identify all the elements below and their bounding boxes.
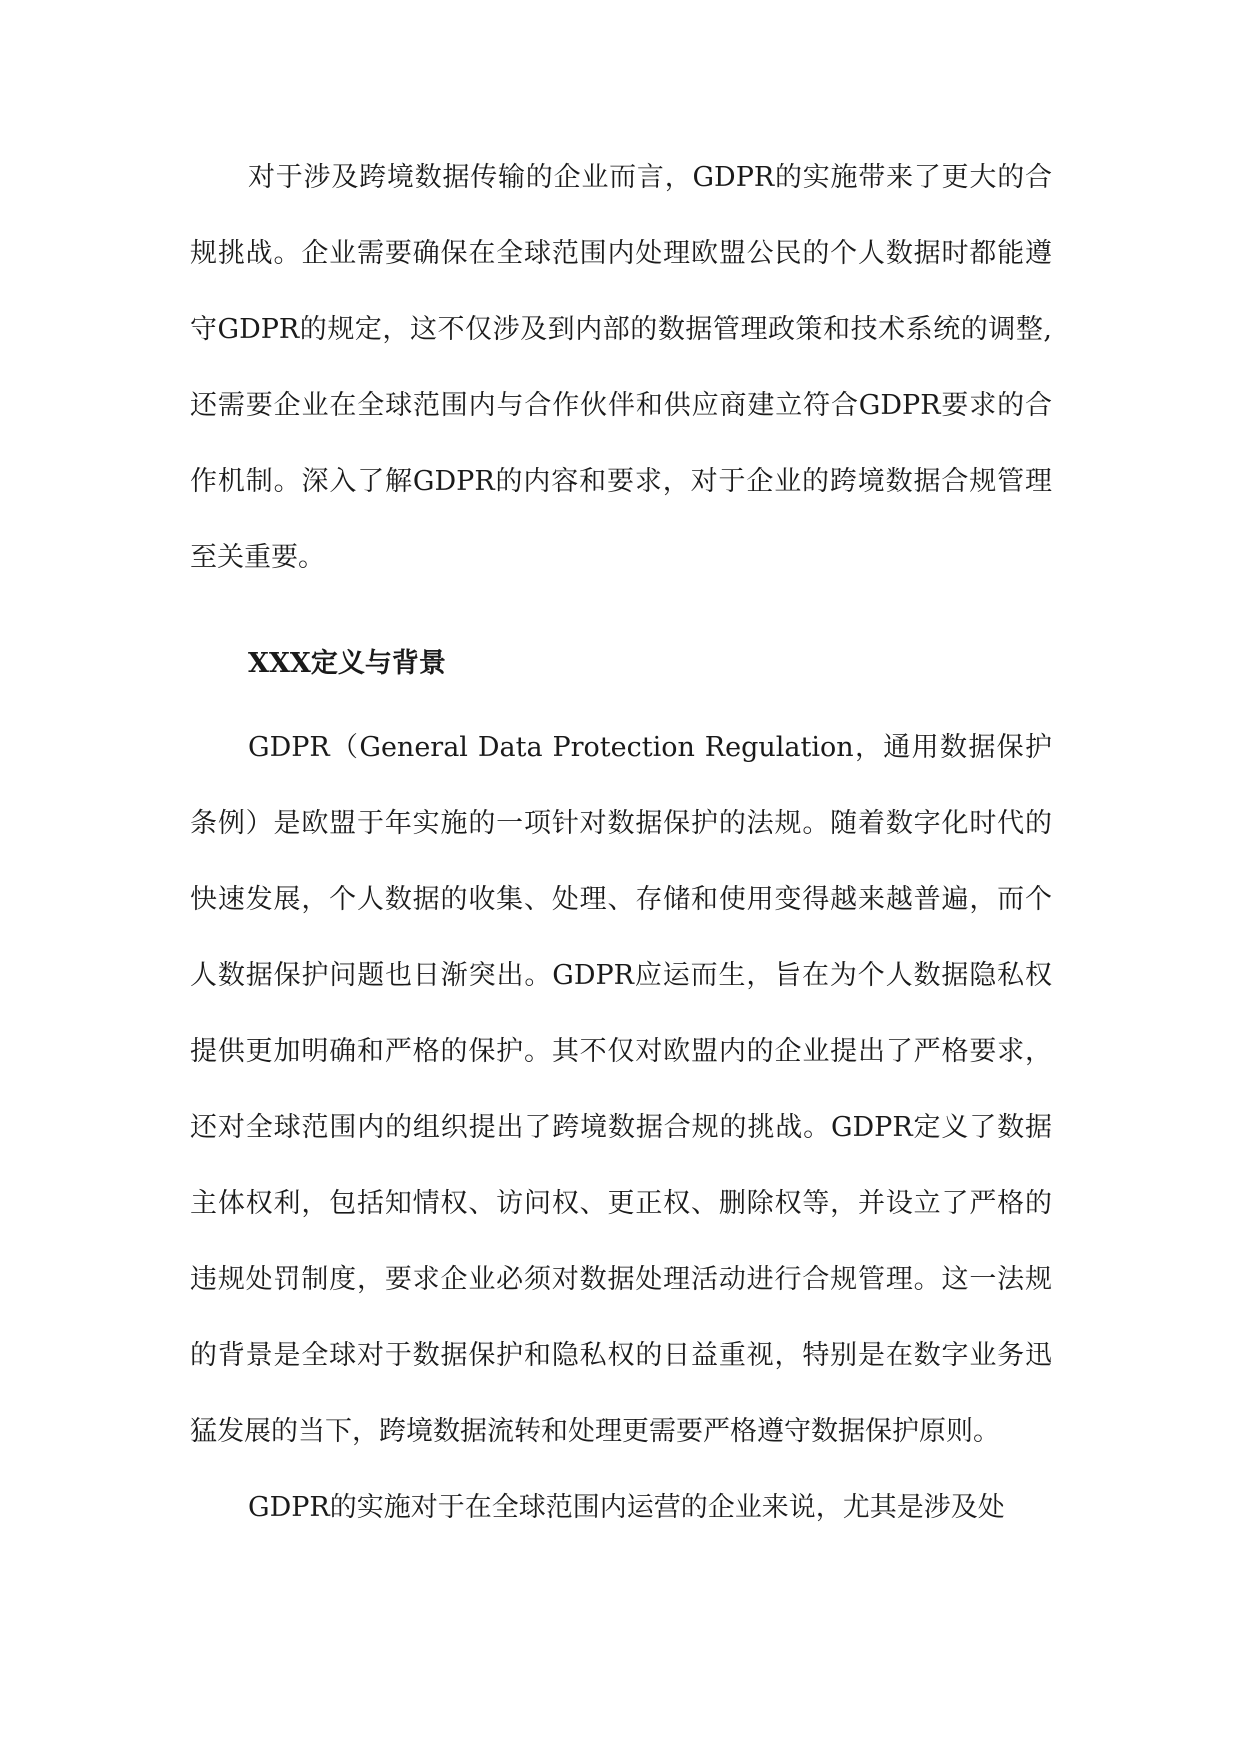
- document-body: [190, 140, 1052, 1546]
- paragraph-gdpr-implementation: GDPR的实施对于在全球范围内运营的企业来说，尤其是涉及处: [248, 1492, 1005, 1523]
- paragraph-cross-border-compliance: 对于涉及跨境数据传输的企业而言，GDPR的实施带来了更大的合规挑战。企业需要确保在全球范围内处理欧盟公民的个人数据时都能遵守GDPR的规定，这不仅涉及到内部的数据管理政策和技术系统的调整,还需要企业在全球范围内与合作伙伴和供应商建立符合GDPR要求的合作机制。深入了解GDPR的内容和要求，对于企业的跨境数据合规管理至关重要。: [190, 162, 1052, 573]
- paragraph-gdpr-definition: GDPR（General Data Protection Regulation，通用数据保护条例）是欧盟于年实施的一项针对数据保护的法规。随着数字化时代的快速发展，个人数据的收集、处理、存储和使用变得越来越普遍，而个人数据保护问题也日渐突出。GDPR应运而生，旨在为个人数据隐私权提供更加明确和严格的保护。其不仅对欧盟内的企业提出了严格要求，还对全球范围内的组织提出了跨境数据合规的挑战。GDPR定义了数据主体权利，包括知情权、访问权、更正权、删除权等，并设立了严格的违规处罚制度，要求企业必须对数据处理活动进行合规管理。这一法规的背景是全球对于数据保护和隐私权的日益重视，特别是在数字业务迅猛发展的当下，跨境数据流转和处理更需要严格遵守数据保护原则。: [190, 732, 1052, 1447]
- section-heading: XXX定义与背景: [248, 648, 446, 679]
- spacer: [190, 702, 1052, 710]
